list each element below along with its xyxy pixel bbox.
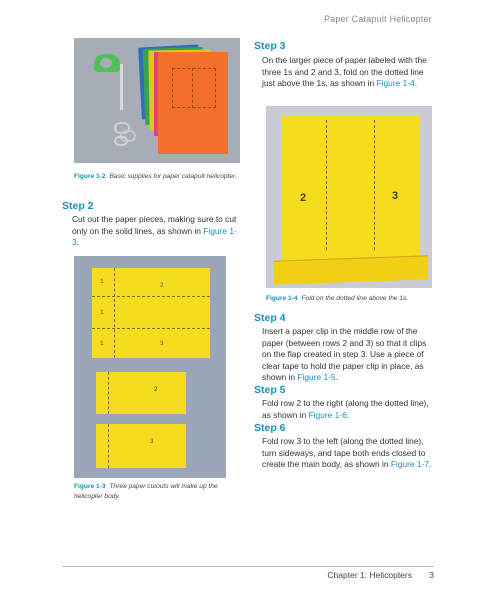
step-3-body [262, 55, 434, 90]
figure-1-6-link[interactable]: Figure 1-6 [308, 409, 347, 420]
step-5-text: Fold row 2 to the right (along the dotted line), as shown in [262, 398, 429, 420]
cutout-number: 1 [100, 309, 104, 316]
step-2-end: . [76, 237, 79, 247]
figure-1-3-link[interactable]: Figure 1-3 [72, 225, 237, 247]
step-6-body [262, 436, 434, 471]
cutout-number: 1 [100, 278, 104, 285]
cutout-number: 2 [154, 386, 158, 393]
figure-1-4-link[interactable]: Figure 1-4 [376, 78, 415, 88]
folded-paper-photo [266, 106, 432, 288]
step-6-heading: Step 6 [254, 422, 286, 434]
step-3-heading: Step 3 [254, 40, 286, 52]
row-number: 3 [392, 190, 399, 202]
step-4-end: . [335, 372, 338, 382]
supplies-photo [74, 38, 240, 163]
step-5-heading: Step 5 [254, 384, 286, 396]
cutout-number: 2 [160, 282, 164, 289]
figure-1-2-caption [74, 172, 244, 182]
figure-label: Figure 1-3 [74, 483, 106, 490]
figure-1-3-caption [74, 482, 244, 502]
step-2-body [72, 214, 242, 249]
footer-chapter: Chapter 1: Helicopters [327, 570, 412, 580]
figure-1-7-link[interactable]: Figure 1-7 [390, 459, 429, 469]
caption-text: Three paper cutouts will make up the helicopter body. [74, 483, 218, 500]
folded-flap [274, 255, 428, 284]
figure-label: Figure 1-2 [74, 173, 106, 180]
figure-label: Figure 1-4 [266, 295, 298, 302]
cutout-number: 1 [100, 340, 104, 347]
step-3-end: . [414, 78, 418, 88]
large-cutout [92, 268, 210, 358]
step-5-body [262, 398, 434, 421]
caption-text: Fold on the dotted line above the 1s. [301, 295, 409, 302]
step-6-end: . [428, 459, 432, 469]
step-4-heading: Step 4 [254, 312, 286, 324]
step-3-text: On the larger piece of paper labeled with the three 1s and 2 and 3, fold on the dotted line just above the 1s, as shown in [262, 55, 427, 88]
step-2-text: Cut out the paper pieces, making sure to cut only on the solid lines, as shown in [72, 214, 237, 236]
caption-text: Basic supplies for paper catapult helicopter. [109, 173, 237, 180]
footer-rule [62, 566, 434, 567]
step-4-body [262, 326, 434, 384]
figure-1-4-caption [266, 294, 436, 304]
figure-1-5-link[interactable]: Figure 1-5 [297, 372, 336, 382]
cutouts-photo [74, 256, 226, 478]
running-head: Paper Catapult Helicopter [323, 14, 432, 24]
middle-cutout [96, 372, 186, 414]
step-4-text: Insert a paper clip in the middle row of the paper (between rows 2 and 3) so that it clips on the flap created in step 3. Use a piece of clear tape to hold the paper clip in place, as shown in [262, 326, 427, 382]
row-number: 2 [300, 192, 307, 204]
step-5-end: . [346, 409, 350, 420]
step-2-heading: Step 2 [62, 200, 94, 212]
cutout-number: 3 [150, 438, 154, 445]
page-number: 3 [429, 570, 434, 580]
folded-sheet [282, 116, 420, 264]
step-6-text: Fold row 3 to the left (along the dotted line), turn sideways, and tape both ends closed to create the main body, as shown in [262, 436, 426, 469]
cutout-number: 3 [160, 340, 164, 347]
bottom-cutout [96, 424, 186, 468]
